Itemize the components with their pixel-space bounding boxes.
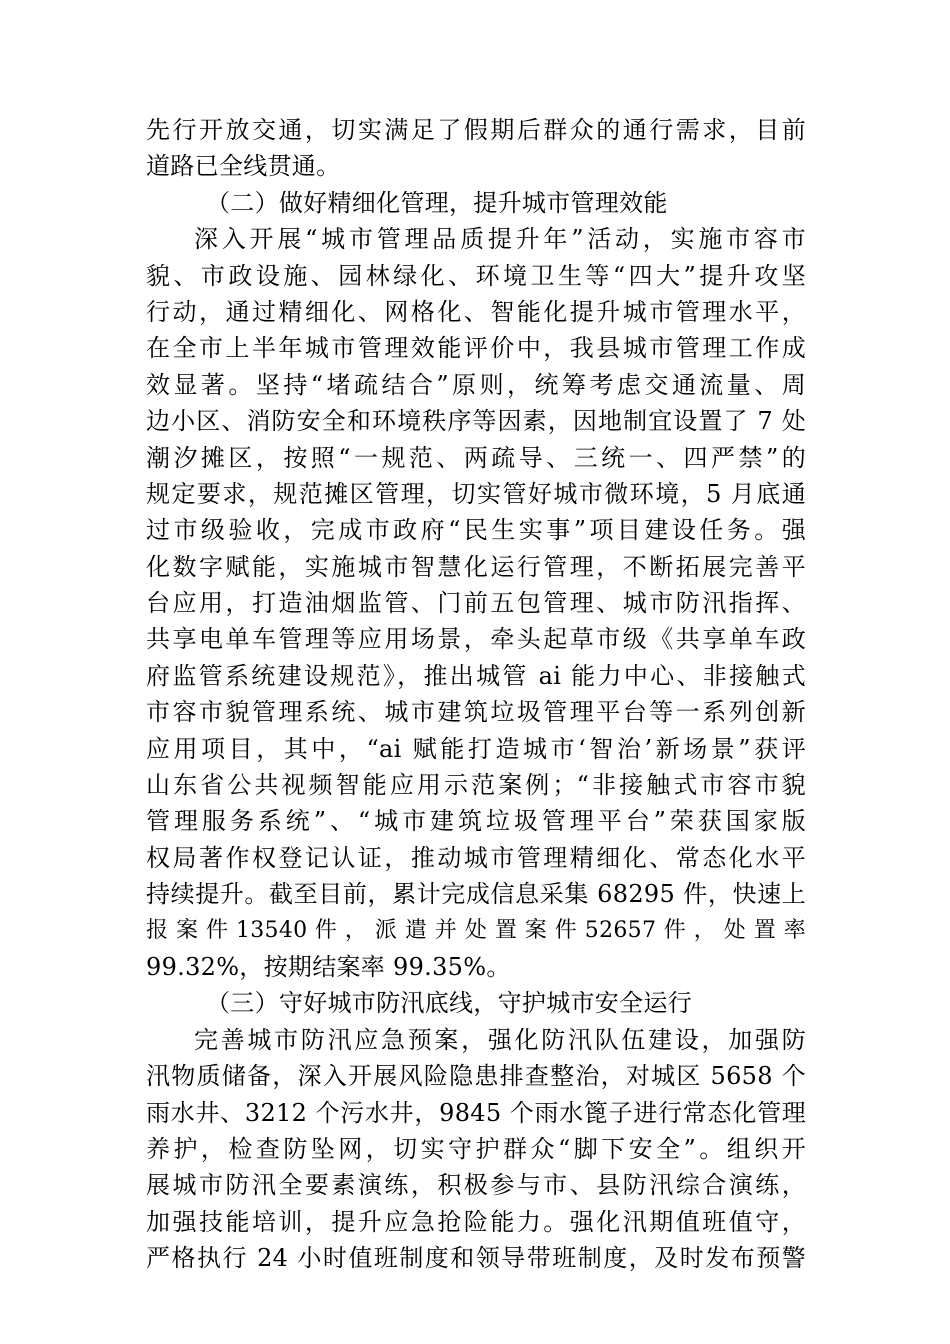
text-line: 山东省公共视频智能应用示范案例；“非接触式市容市貌 xyxy=(146,771,806,800)
text-line: 行动，通过精细化、网格化、智能化提升城市管理水平， xyxy=(146,297,806,326)
text-line: 权局著作权登记认证，推动城市管理精细化、常态化水平 xyxy=(146,843,806,872)
text-line: 效显著。坚持“堵疏结合”原则，统筹考虑交通流量、周 xyxy=(146,370,806,399)
text-line: 展城市防汛全要素演练，积极参与市、县防汛综合演练， xyxy=(146,1171,806,1200)
text-line: 过市级验收，完成市政府“民生实事”项目建设任务。强 xyxy=(146,516,806,545)
section-heading: （三）守好城市防汛底线，守护城市安全运行 xyxy=(206,989,692,1018)
text-line: 边小区、消防安全和环境秩序等因素，因地制宜设置了 7 处 xyxy=(146,407,806,436)
text-line: 完善城市防汛应急预案，强化防汛队伍建设，加强防 xyxy=(194,1025,806,1054)
text-line: 貌、市政设施、园林绿化、环境卫生等“四大”提升攻坚 xyxy=(146,261,806,290)
text-line: 深入开展“城市管理品质提升年”活动，实施市容市 xyxy=(194,225,806,254)
text-line: 雨水井、3212 个污水井，9845 个雨水篦子进行常态化管理 xyxy=(146,1098,806,1127)
text-line: 在全市上半年城市管理效能评价中，我县城市管理工作成 xyxy=(146,334,806,363)
text-line: 加强技能培训，提升应急抢险能力。强化汛期值班值守， xyxy=(146,1207,806,1236)
text-line: 共享电单车管理等应用场景，牵头起草市级《共享单车政 xyxy=(146,625,806,654)
text-line: 养护，检查防坠网，切实守护群众“脚下安全”。组织开 xyxy=(146,1134,806,1163)
text-line: 市容市貌管理系统、城市建筑垃圾管理平台等一系列创新 xyxy=(146,698,806,727)
document-page xyxy=(146,112,806,1277)
text-line: 报 案 件 13540 件 ， 派 遣 并 处 置 案 件 52657 件 ， 处 置 率 xyxy=(146,917,806,943)
text-line: 规定要求，规范摊区管理，切实管好城市微环境，5 月底通 xyxy=(146,479,806,508)
text-line: 先行开放交通，切实满足了假期后群众的通行需求，目前 xyxy=(146,116,806,144)
section-heading: （二）做好精细化管理，提升城市管理效能 xyxy=(206,188,668,217)
text-line: 道路已全线贯通。 xyxy=(146,152,341,181)
text-line: 应用项目，其中，“ai 赋能打造城市‘智治’新场景”获评 xyxy=(146,734,806,763)
text-line: 严格执行 24 小时值班制度和领导带班制度，及时发布预警 xyxy=(146,1244,806,1273)
text-line: 汛物质储备，深入开展风险隐患排查整治，对城区 5658 个 xyxy=(146,1062,806,1091)
text-line: 化数字赋能，实施城市智慧化运行管理，不断拓展完善平 xyxy=(146,552,806,581)
text-line: 潮汐摊区，按照“一规范、两疏导、三统一、四严禁”的 xyxy=(146,443,806,472)
text-line: 府监管系统建设规范》，推出城管 ai 能力中心、非接触式 xyxy=(146,661,806,690)
text-line: 台应用，打造油烟监管、门前五包管理、城市防汛指挥、 xyxy=(146,589,806,618)
text-line: 管理服务系统”、“城市建筑垃圾管理平台”荣获国家版 xyxy=(146,807,806,836)
text-line: 持续提升。截至目前，累计完成信息采集 68295 件，快速上 xyxy=(146,880,806,909)
text-line: 99.32%，按期结案率 99.35%。 xyxy=(146,952,511,981)
